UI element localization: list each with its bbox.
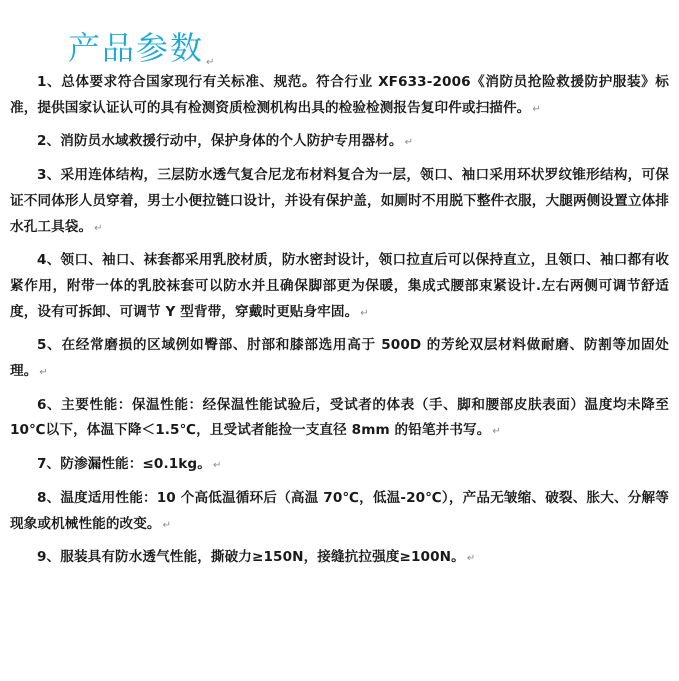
parameter-text: 1、总体要求符合国家现行有关标准、规范。符合行业 XF633-2006《消防员抢险救援防护服装》标准，提供国家认证认可的具有检测资质检测机构出具的检验检测报告复印件或扫描件。 [10,74,669,116]
parameter-text: 7、防渗漏性能：≤0.1kg。 [37,456,211,473]
parameter-item-7 [10,452,669,479]
paragraph-mark-icon: ↵ [492,426,501,438]
page-title: 产品参数 [68,29,205,67]
parameter-item-3 [10,163,669,241]
paragraph-mark-icon: ↵ [162,519,172,531]
parameter-text: 3、采用连体结构，三层防水透气复合尼龙布材料复合为一层，领口、袖口采用环状罗纹锥形结构，可保证不同体形人员穿着，男士小便拉链口设计，并设有保护盖，如厕时不用脱下整件衣服，大腿两侧设置立体排水孔工具袋。 [10,167,669,235]
parameter-text: 6、主要性能：保温性能：经保温性能试验后，受试者的体表（手、脚和腰部皮肤表面）温度均未降至 10℃以下，体温下降＜1.5℃，且受试者能捡一支直径 8mm 的铅笔并书写。 [10,396,669,439]
parameter-item-6 [10,393,669,445]
paragraph-mark-icon: ↵ [39,367,48,379]
parameter-item-9 [10,545,669,572]
parameter-text: 4、领口、袖口、袜套都采用乳胶材质，防水密封设计，领口拉直后可以保持直立，且领口、袖口都有收紧作用，附带一体的乳胶袜套可以防水并且确保脚部更为保暖，集成式腰部束紧设计.左右两侧可调节舒适度，设有可拆卸、可调节 Y 型背带，穿戴时更贴身牢固。 [10,252,669,320]
paragraph-mark-icon: ↵ [360,307,369,319]
paragraph-mark-icon: ↵ [206,57,215,68]
parameter-item-5 [10,333,669,385]
parameter-item-8 [10,486,669,538]
parameter-list [10,70,669,572]
parameter-text: 2、消防员水域救援行动中，保护身体的个人防护专用器材。 [37,133,403,150]
paragraph-mark-icon: ↵ [404,137,414,149]
parameter-item-1 [10,70,669,122]
parameter-text: 5、在经常磨损的区域例如臀部、肘部和膝部选用高于 500D 的芳纶双层材料做耐磨、防割等加固处理。 [10,337,669,380]
parameter-text: 9、服装具有防水透气性能，撕破力≥150N，接缝抗拉强度≥100N。 [37,549,465,566]
parameter-item-4 [10,248,669,326]
paragraph-mark-icon: ↵ [94,222,103,234]
paragraph-mark-icon: ↵ [532,103,541,115]
paragraph-mark-icon: ↵ [466,553,476,565]
parameter-item-2 [10,129,669,156]
title-row [10,18,669,68]
paragraph-mark-icon: ↵ [212,460,222,472]
parameter-text: 8、温度适用性能：10 个高低温循环后（高温 70℃，低温-20℃），产品无皱缩、破裂、胀大、分解等现象或机械性能的改变。 [10,489,669,532]
